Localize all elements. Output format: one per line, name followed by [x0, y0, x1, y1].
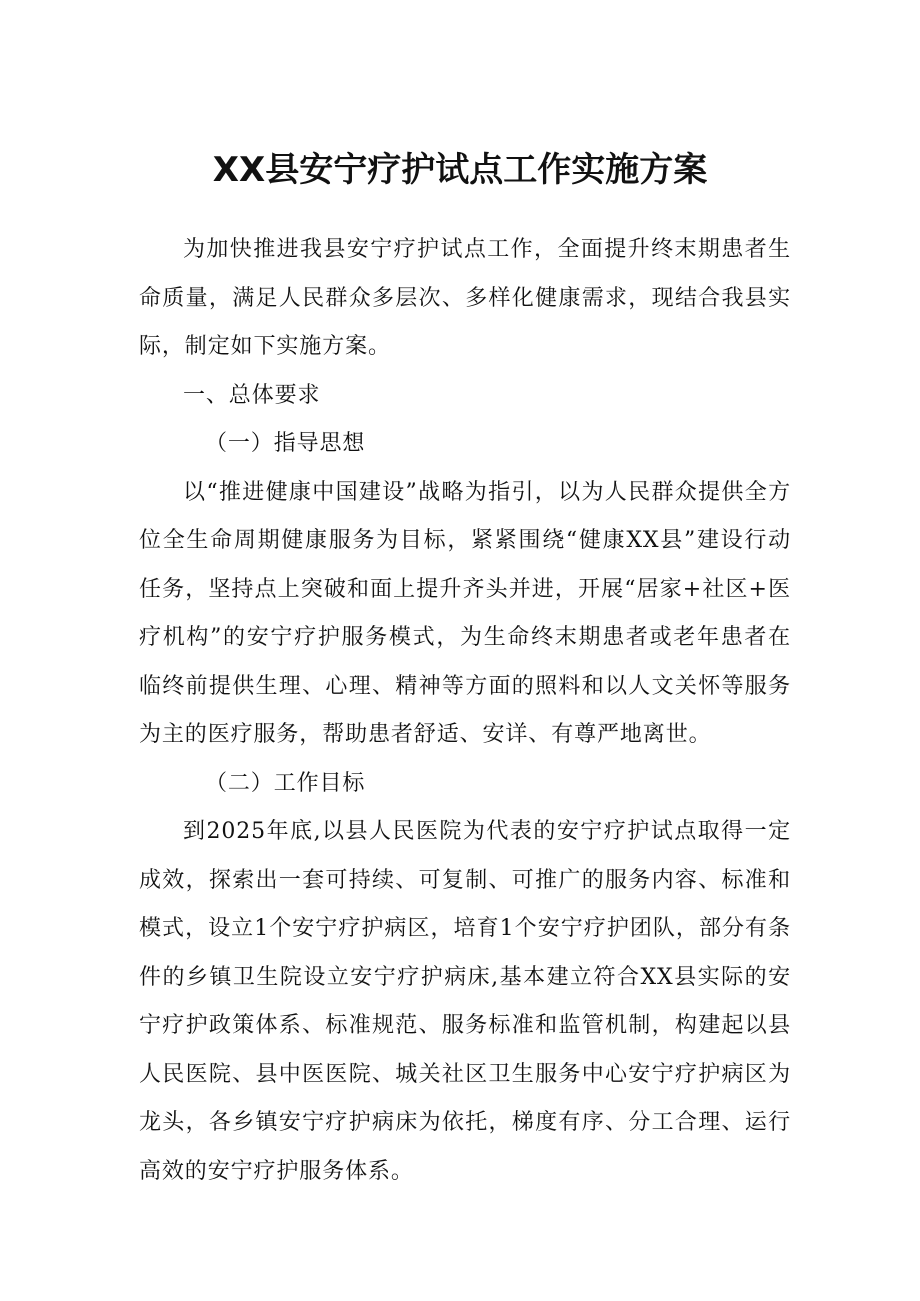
intro-paragraph: 为加快推进我县安宁疗护试点工作，全面提升终末期患者生命质量，满足人民群众多层次、多样化健康需求，现结合我县实际，制定如下实施方案。 — [139, 237, 791, 359]
document-title: XX县安宁疗护试点工作实施方案 — [212, 149, 708, 190]
guiding-ideology-paragraph: 以“推进健康中国建设”战略为指引，以为人民群众提供全方位全生命周期健康服务为目标，紧紧围绕“健康XX县”建设行动任务，坚持点上突破和面上提升齐头并进，开展“居家+社区+医疗机构”的安宁疗护服务模式，为生命终末期患者或老年患者在临终前提供生理、心理、精神等方面的照料和以人文关怀等服务为主的医疗服务，帮助患者舒适、安详、有尊严地离世。 — [139, 479, 791, 747]
document-body — [139, 226, 791, 1196]
subsection-heading-work-goals: （二）工作目标 — [205, 770, 366, 796]
work-goals-paragraph: 到2025年底,以县人民医院为代表的安宁疗护试点取得一定成效，探索出一套可持续、可复制、可推广的服务内容、标准和模式，设立1个安宁疗护病区，培育1个安宁疗护团队，部分有条件的乡镇卫生院设立安宁疗护病床,基本建立符合XX县实际的安宁疗护政策体系、标准规范、服务标准和监管机制，构建起以县人民医院、县中医医院、城关社区卫生服务中心安宁疗护病区为龙头，各乡镇安宁疗护病床为依托，梯度有序、分工合理、运行高效的安宁疗护服务体系。 — [139, 819, 791, 1184]
section-heading-overall-requirements: 一、总体要求 — [183, 382, 321, 408]
subsection-heading-guiding-ideology: （一）指导思想 — [205, 431, 366, 456]
